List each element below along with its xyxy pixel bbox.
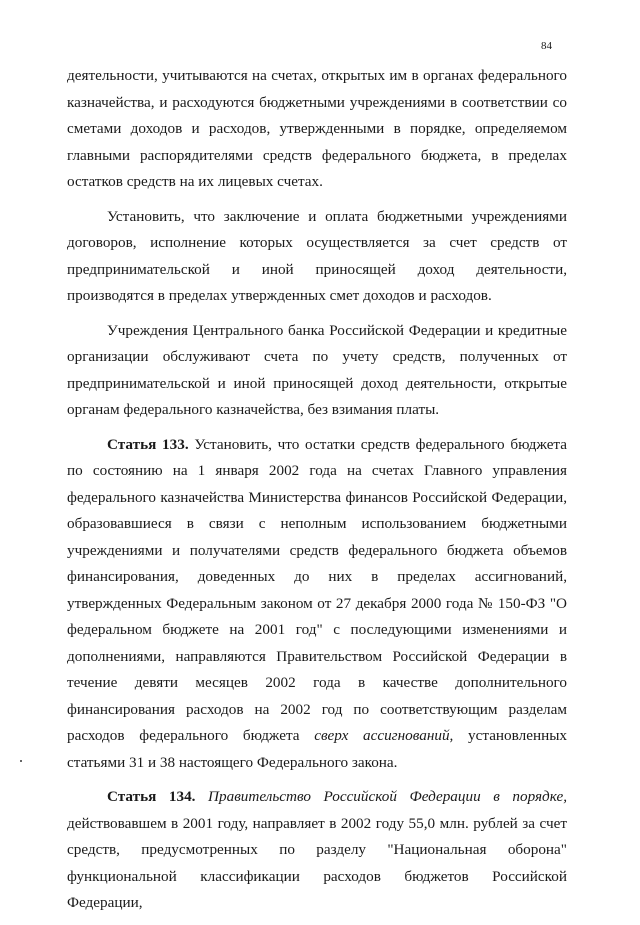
document-body	[67, 63, 567, 925]
article-133	[67, 432, 567, 777]
scan-speck	[20, 760, 22, 762]
article-133-heading: Статья 133.	[107, 435, 189, 453]
article-133-text-end: установленных статьями 31 и 38 настоящего Федерального закона.	[67, 727, 567, 771]
page-number: 84	[541, 40, 552, 52]
article-134-text: действовавшем в 2001 году, направляет в 2002 году 55,0 млн. рублей за счет средств, предусмотренных по разделу "Национальная оборона" функциональной классификации расходов бюджетов Российской Федерации,	[67, 814, 567, 911]
article-133-emphasis: сверх ассигнований,	[314, 727, 454, 744]
paragraph-continuation: деятельности, учитываются на счетах, открытых им в органах федерального казначейства, и расходуются бюджетными учреждениями в соответствии со сметами доходов и расходов, утвержденными в порядке, определяемом главными распорядителями средств федерального бюджета, в пределах остатков средств на их лицевых счетах.	[67, 67, 567, 190]
article-134-emphasis: Правительство Российской Федерации в порядке,	[195, 788, 567, 805]
article-134	[67, 784, 567, 917]
article-133-text: Установить, что остатки средств федерального бюджета по состоянию на 1 января 2002 года на счетах Главного управления федерального казначейства Министерства финансов Российской Федерации, образовавшиеся в связи с неполным использованием бюджетными учреждениями и получателями средств федерального бюджета объемов финансирования, доведенных до них в пределах ассигнований, утвержденных Федеральным законом от 27 декабря 2000 года № 150-ФЗ "О федеральном бюджете на 2001 год" с последующими изменениями и дополнениями, направляются Правительством Российской Федерации в течение девяти месяцев 2002 года в качестве дополнительного финансирования расходов на 2002 год по соответствующим разделам расходов федерального бюджета	[67, 435, 567, 744]
article-134-heading: Статья 134.	[107, 788, 196, 805]
paragraph-contracts: Установить, что заключение и оплата бюджетными учреждениями договоров, исполнение которых осуществляется за счет средств от предпринимательской и иной приносящей доход деятельности, производятся в пределах утвержденных смет доходов и расходов.	[67, 207, 567, 304]
paragraph-central-bank: Учреждения Центрального банка Российской Федерации и кредитные организации обслуживают счета по учету средств, полученных от предпринимательской и иной приносящей доход деятельности, открытые органам федерального казначейства, без взимания платы.	[67, 321, 567, 418]
